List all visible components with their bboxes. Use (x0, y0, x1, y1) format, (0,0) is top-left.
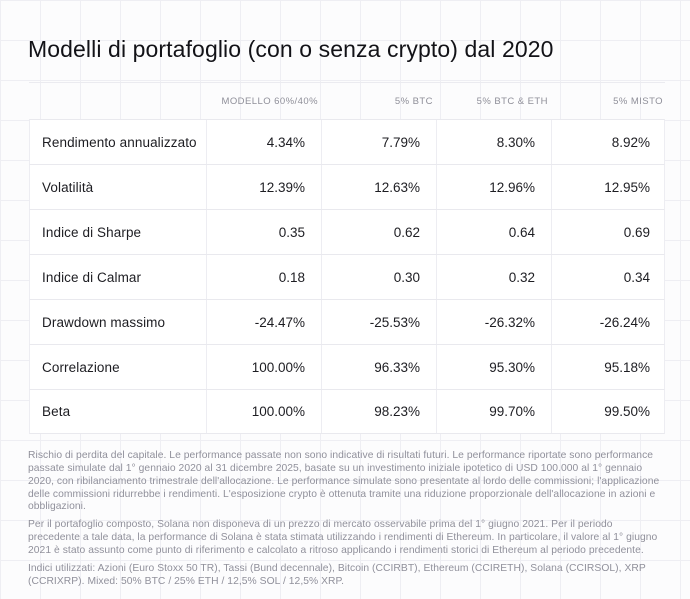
table-row-calmar (29, 254, 665, 299)
value-cell: 7.79% (321, 120, 436, 164)
value-cell: 0.32 (436, 255, 551, 299)
value-cell: 0.62 (321, 210, 436, 254)
value-cell: 12.39% (206, 165, 321, 209)
row-label: Rendimento annualizzato (42, 134, 197, 150)
value-cell: 0.34 (551, 255, 666, 299)
value-cell: 100.00% (206, 345, 321, 389)
value-cell: 0.64 (436, 210, 551, 254)
column-header-5-btc: 5% BTC (394, 95, 433, 107)
portfolio-table (29, 82, 665, 434)
footnotes (28, 450, 664, 594)
value-cell: 96.33% (321, 345, 436, 389)
value-cell: 12.96% (436, 165, 551, 209)
value-cell: 12.63% (321, 165, 436, 209)
column-header-modello-60-40: MODELLO 60%/40% (221, 95, 318, 107)
footnote-solana-methodology: Per il portafoglio composto, Solana non disponeva di un prezzo di mercato osservabile prima del 1° giugno 2021. Per il periodo precedente a tale data, la performance di Solana è stata stimata utilizzando i rendimenti di Ethereum. In particolare, il valore al 1° giugno 2021 è stato assunto come punto di riferimento e calcolato a ritroso applicando i rendimenti storici di Ethereum al periodo precedente. (28, 519, 658, 557)
row-label: Correlazione (42, 359, 120, 375)
row-label: Indice di Sharpe (42, 224, 142, 240)
value-cell: -26.32% (436, 300, 551, 344)
value-cell: -26.24% (551, 300, 666, 344)
footnote-indices-used: Indici utilizzati: Azioni (Euro Stoxx 50 TR), Tassi (Bund decennale), Bitcoin (CCIRBT), Ethereum (CCIRETH), Solana (CCIRSOL), XRP (CCRIXRP). Mixed: 50% BTC / 25% ETH / 12,5% SOL / 12,5% XRP. (28, 562, 646, 587)
column-header-5-misto: 5% MISTO (613, 95, 663, 107)
value-cell: 0.30 (321, 255, 436, 299)
value-cell: 95.18% (551, 345, 666, 389)
value-cell: 8.30% (436, 120, 551, 164)
table-row-beta (29, 389, 665, 434)
column-header-5-btc-eth: 5% BTC & ETH (476, 95, 548, 107)
corner-cell (29, 83, 205, 119)
value-cell: 4.34% (206, 120, 321, 164)
value-cell: 100.00% (206, 390, 321, 433)
value-cell: 0.69 (551, 210, 666, 254)
row-label: Drawdown massimo (42, 314, 166, 330)
table-row-rendimento (29, 119, 665, 164)
value-cell: 0.18 (206, 255, 321, 299)
value-cell: 12.95% (551, 165, 666, 209)
table-header-row (29, 82, 665, 119)
value-cell: 95.30% (436, 345, 551, 389)
value-cell: 8.92% (551, 120, 666, 164)
row-label: Beta (42, 404, 71, 419)
table-row-volatilita (29, 164, 665, 209)
value-cell: 99.70% (436, 390, 551, 433)
value-cell: -24.47% (206, 300, 321, 344)
value-cell: 99.50% (551, 390, 666, 433)
value-cell: 0.35 (206, 210, 321, 254)
row-label: Indice di Calmar (42, 269, 142, 285)
value-cell: 98.23% (321, 390, 436, 433)
table-row-correlazione (29, 344, 665, 389)
footnote-risk-disclaimer: Rischio di perdita del capitale. Le performance passate non sono indicative di risultati futuri. Le performance riportate sono performance passate simulate dal 1° gennaio 2020 al 31 dicembre 2025, basate su un investimento iniziale ipotetico di USD 100.000 al 1° gennaio 2020, con ribilanciamento trimestrale dell'allocazione. Le performance simulate sono presentate al lordo delle commissioni; l'applicazione delle commissioni ridurrebbe i rendimenti. L'esposizione crypto è ottenuta tramite una riduzione proporzionale dell'allocazione in azioni e obbligazioni. (28, 450, 660, 513)
page-title: Modelli di portafoglio (con o senza crypto) dal 2020 (28, 36, 554, 62)
table-row-sharpe (29, 209, 665, 254)
row-label: Volatilità (42, 179, 94, 195)
value-cell: -25.53% (321, 300, 436, 344)
table-row-drawdown (29, 299, 665, 344)
